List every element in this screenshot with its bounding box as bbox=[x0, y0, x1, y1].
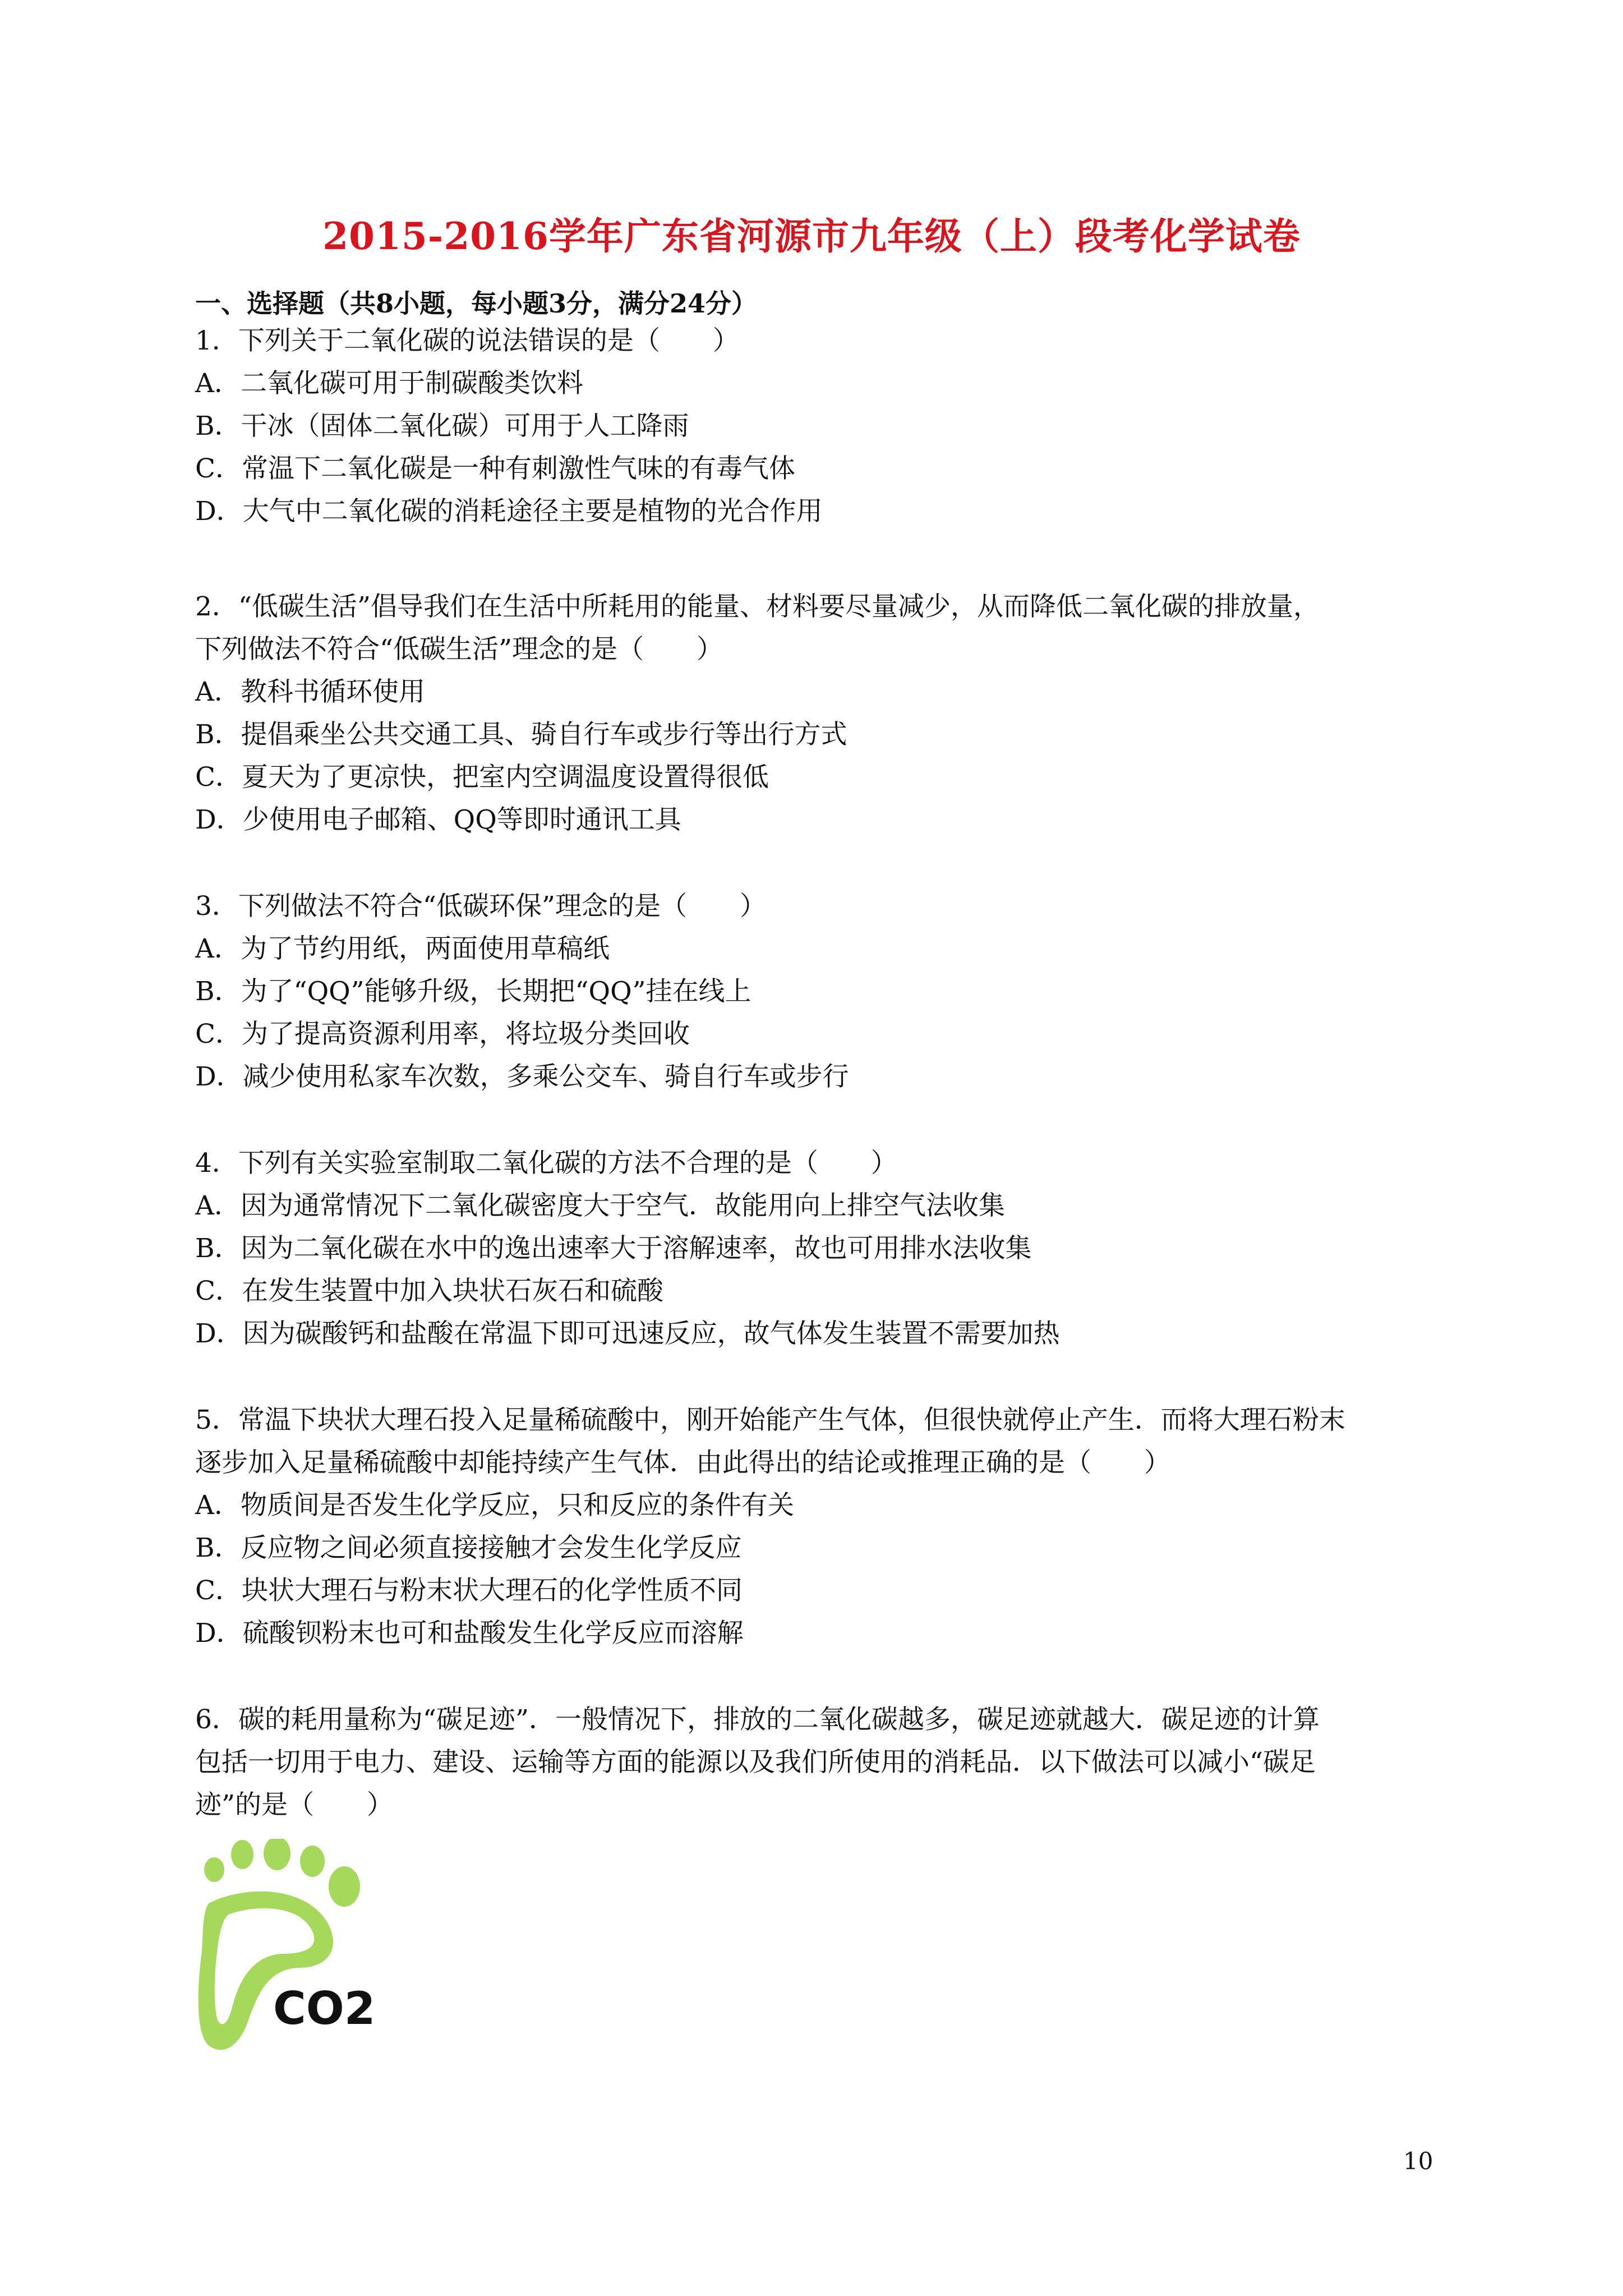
question-4-stem: 4．下列有关实验室制取二氧化碳的方法不合理的是（ ） bbox=[195, 1148, 897, 1179]
question-2-option-d: D．少使用电子邮箱、QQ等即时通讯工具 bbox=[195, 804, 681, 835]
question-4-option-c: C．在发生装置中加入块状石灰石和硫酸 bbox=[195, 1276, 663, 1306]
page-title: 2015-2016学年广东省河源市九年级（上）段考化学试卷 bbox=[322, 214, 1301, 258]
question-2-option-a: A．教科书循环使用 bbox=[195, 677, 425, 707]
question-2-option-b: B．提倡乘坐公共交通工具、骑自行车或步行等出行方式 bbox=[195, 719, 847, 750]
question-3-option-d: D．减少使用私家车次数，多乘公交车、骑自行车或步行 bbox=[195, 1061, 849, 1092]
question-5-option-a: A．物质间是否发生化学反应，只和反应的条件有关 bbox=[195, 1490, 794, 1521]
question-2-option-c: C．夏天为了更凉快，把室内空调温度设置得很低 bbox=[195, 762, 769, 793]
question-3-stem: 3．下列做法不符合“低碳环保”理念的是（ ） bbox=[195, 891, 766, 922]
question-3-option-b: B．为了“QQ”能够升级，长期把“QQ”挂在线上 bbox=[195, 976, 751, 1007]
question-2 bbox=[195, 586, 1451, 841]
question-6-stem-line-3: 迹”的是（ ） bbox=[195, 1789, 394, 1820]
question-1-option-d: D．大气中二氧化碳的消耗途径主要是植物的光合作用 bbox=[195, 496, 823, 527]
question-1-option-a: A．二氧化碳可用于制碳酸类饮料 bbox=[195, 368, 583, 399]
question-6-stem-line-1: 6．碳的耗用量称为“碳足迹”．一般情况下，排放的二氧化碳越多，碳足迹就越大．碳足迹的计算 bbox=[195, 1704, 1320, 1735]
section-heading: 一、选择题（共8小题，每小题3分，满分24分） bbox=[195, 288, 758, 319]
question-6-stem-line-2: 包括一切用于电力、建设、运输等方面的能源以及我们所使用的消耗品．以下做法可以减小“碳足 bbox=[195, 1747, 1316, 1778]
question-3-option-a: A．为了节约用纸，两面使用草稿纸 bbox=[195, 933, 610, 964]
question-3 bbox=[195, 885, 1451, 1098]
question-5 bbox=[195, 1399, 1451, 1655]
question-4-option-b: B．因为二氧化碳在水中的逸出速率大于溶解速率，故也可用排水法收集 bbox=[195, 1233, 1032, 1264]
question-1-option-c: C．常温下二氧化碳是一种有刺激性气味的有毒气体 bbox=[195, 453, 795, 484]
question-5-option-c: C．块状大理石与粉末状大理石的化学性质不同 bbox=[195, 1575, 743, 1606]
question-1-option-b: B．干冰（固体二氧化碳）可用于人工降雨 bbox=[195, 411, 689, 441]
question-4 bbox=[195, 1142, 1451, 1355]
question-6 bbox=[195, 1699, 1451, 1826]
question-5-stem-line-2: 逐步加入足量稀硫酸中却能持续产生气体．由此得出的结论或推理正确的是（ ） bbox=[195, 1447, 1170, 1478]
co2-label: CO2 bbox=[273, 1982, 376, 2035]
question-4-option-d: D．因为碳酸钙和盐酸在常温下即可迅速反应，故气体发生装置不需要加热 bbox=[195, 1318, 1060, 1349]
question-5-stem-line-1: 5．常温下块状大理石投入足量稀硫酸中，刚开始能产生气体，但很快就停止产生．而将大理石粉末 bbox=[195, 1405, 1345, 1435]
question-5-option-d: D．硫酸钡粉末也可和盐酸发生化学反应而溶解 bbox=[195, 1618, 744, 1649]
question-4-option-a: A．因为通常情况下二氧化碳密度大于空气．故能用向上排空气法收集 bbox=[195, 1190, 1005, 1221]
question-5-option-b: B．反应物之间必须直接接触才会发生化学反应 bbox=[195, 1533, 742, 1563]
question-3-option-c: C．为了提高资源利用率，将垃圾分类回收 bbox=[195, 1019, 690, 1050]
page-number: 10 bbox=[1403, 2147, 1433, 2175]
question-1 bbox=[195, 320, 1451, 533]
carbon-footprint-image bbox=[197, 1839, 411, 2063]
question-2-stem-line-1: 2．“低碳生活”倡导我们在生活中所耗用的能量、材料要尽量减少，从而降低二氧化碳的排放量， bbox=[195, 591, 1320, 622]
question-2-stem-line-2: 下列做法不符合“低碳生活”理念的是（ ） bbox=[195, 634, 723, 665]
question-1-stem: 1．下列关于二氧化碳的说法错误的是（ ） bbox=[195, 325, 739, 356]
